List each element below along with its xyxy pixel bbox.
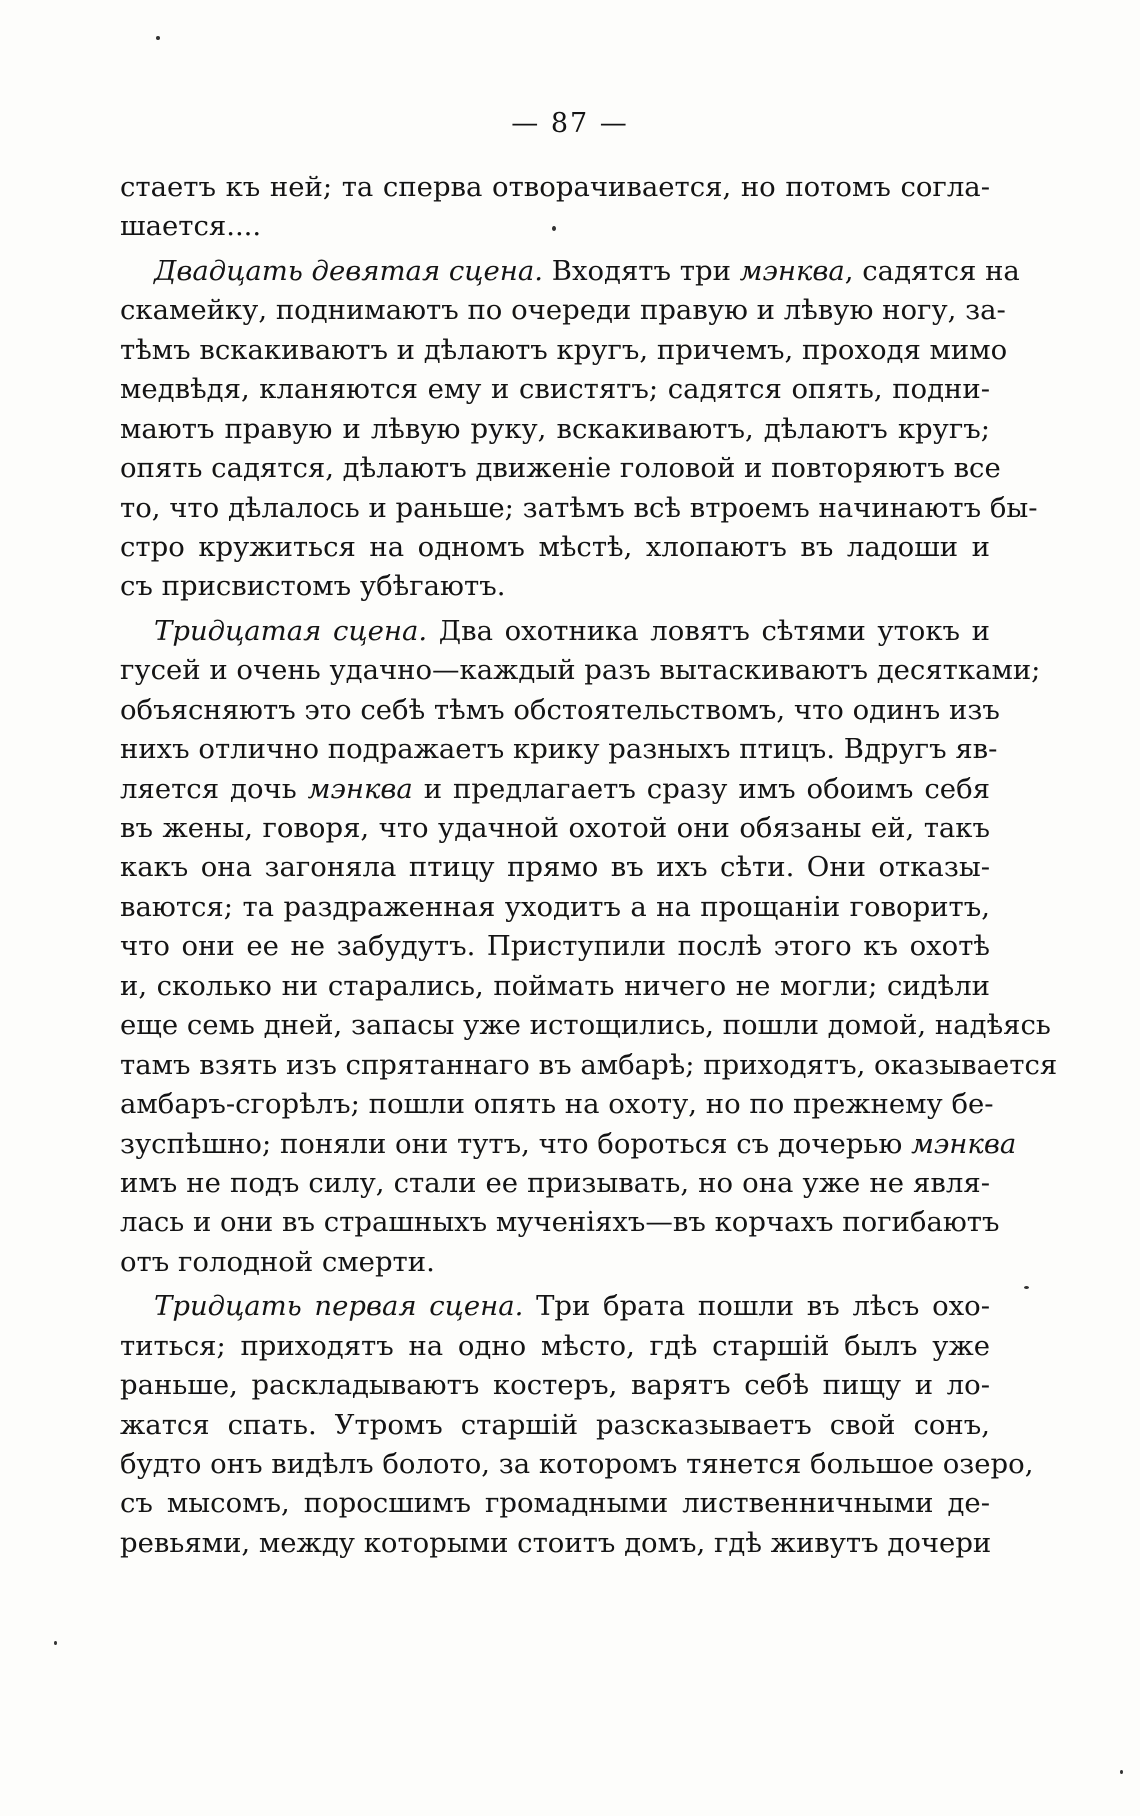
print-speck <box>1024 1286 1029 1289</box>
term-menkva: мэнква <box>739 254 845 287</box>
text-line: медвѣдя, кланяются ему и свистятъ; садятся опять, подни- <box>120 373 990 406</box>
text-line: тѣмъ вскакиваютъ и дѣлаютъ кругъ, причемъ, проходя мимо <box>120 333 1008 366</box>
text-line: шается.... <box>120 210 262 243</box>
text-line: опять садятся, дѣлаютъ движеніе головой и повторяютъ все <box>120 452 1001 485</box>
text-line: титься; приходятъ на одно мѣсто, гдѣ старшій былъ уже <box>120 1329 990 1362</box>
text-line: тамъ взять изъ спрятаннаго въ амбарѣ; приходятъ, оказывается <box>120 1048 1058 1081</box>
text-line: ревьями, между которыми стоитъ домъ, гдѣ живутъ дочери <box>120 1526 992 1559</box>
text-run: Два охотника ловятъ сѣтями утокъ и <box>427 614 990 647</box>
print-speck <box>1120 1770 1123 1774</box>
paragraph-3 <box>120 612 1058 1282</box>
text-line: въ жены, говоря, что удачной охотой они обязаны ей, такъ <box>120 812 990 844</box>
text-line: имъ не подъ силу, стали ее призывать, но она уже не явля- <box>120 1166 990 1199</box>
text-run: и предлагаетъ сразу имъ обоимъ себя <box>412 772 990 805</box>
text-line: гусей и очень удачно—каждый разъ вытаскиваютъ десятками; <box>120 654 1041 687</box>
text-line <box>120 1287 990 1326</box>
text-line: что они ее не забудутъ. Приступили послѣ этого къ охотѣ <box>120 930 990 963</box>
print-speck <box>54 1641 57 1645</box>
text-line: объясняютъ это себѣ тѣмъ обстоятельствомъ, что одинъ изъ <box>120 693 1000 726</box>
text-line: какъ она загоняла птицу прямо въ ихъ сѣти. Они отказы- <box>120 851 990 884</box>
text-line: и, сколько ни старались, поймать ничего не могли; сидѣли <box>120 969 990 1002</box>
text-run: , садятся на <box>844 254 1020 287</box>
term-menkva: мэнква <box>307 772 413 805</box>
text-line: еще семь дней, запасы уже истощились, пошли домой, надѣясь <box>120 1009 1051 1042</box>
paragraph-2 <box>120 252 1038 607</box>
text-run: Входятъ три <box>543 254 740 287</box>
text-line <box>120 252 1020 291</box>
text-line <box>120 612 990 651</box>
text-line: маютъ правую и лѣвую руку, вскакиваютъ, дѣлаютъ кругъ; <box>120 412 990 445</box>
text-line: нихъ отлично подражаетъ крику разныхъ птицъ. Вдругъ яв- <box>120 733 998 766</box>
text-line: лась и они въ страшныхъ мученіяхъ—въ корчахъ погибаютъ <box>120 1206 1000 1239</box>
text-run: Три брата пошли въ лѣсъ охо- <box>523 1290 990 1323</box>
text-line: будто онъ видѣлъ болото, за которомъ тянется большое озеро, <box>120 1448 1034 1480</box>
scene-heading: Двадцать девятая сцена. <box>154 254 544 287</box>
text-line: стаетъ къ ней; та сперва отворачивается, но потомъ согла- <box>120 171 990 203</box>
text-run: ляется дочь <box>120 772 308 805</box>
paragraph-1 <box>120 168 990 247</box>
text-line: раньше, раскладываютъ костеръ, варятъ себѣ пищу и ло- <box>120 1369 990 1402</box>
text-line: амбаръ-сгорѣлъ; пошли опять на охоту, но по прежнему бе- <box>120 1088 994 1121</box>
text-line <box>120 1125 1017 1164</box>
term-menkva: мэнква <box>911 1127 1017 1160</box>
print-speck <box>552 226 556 231</box>
body-text <box>120 168 1058 1563</box>
print-speck <box>156 36 160 40</box>
text-line <box>120 770 990 809</box>
text-line: то, что дѣлалось и раньше; затѣмъ всѣ втроемъ начинаютъ бы- <box>120 491 1038 524</box>
scene-heading: Тридцать первая сцена. <box>154 1290 524 1323</box>
text-line: съ мысомъ, поросшимъ громадными лиственничными де- <box>120 1487 990 1520</box>
text-line: отъ голодной смерти. <box>120 1245 435 1278</box>
page-number: — 87 — <box>511 108 629 139</box>
text-line: жатся спать. Утромъ старшій разсказываетъ свой сонъ, <box>120 1408 990 1441</box>
text-line: съ присвистомъ убѣгаютъ. <box>120 570 506 603</box>
text-run: зуспѣшно; поняли они тутъ, что бороться съ дочерью <box>120 1127 912 1160</box>
paragraph-4 <box>120 1287 1034 1563</box>
text-line: скамейку, поднимаютъ по очереди правую и лѣвую ногу, за- <box>120 294 1006 327</box>
text-line: стро кружиться на одномъ мѣстѣ, хлопаютъ въ ладоши и <box>120 530 990 563</box>
scene-heading: Тридцатая сцена. <box>154 614 428 647</box>
text-line: ваются; та раздраженная уходитъ а на прощаніи говоритъ, <box>120 890 990 923</box>
